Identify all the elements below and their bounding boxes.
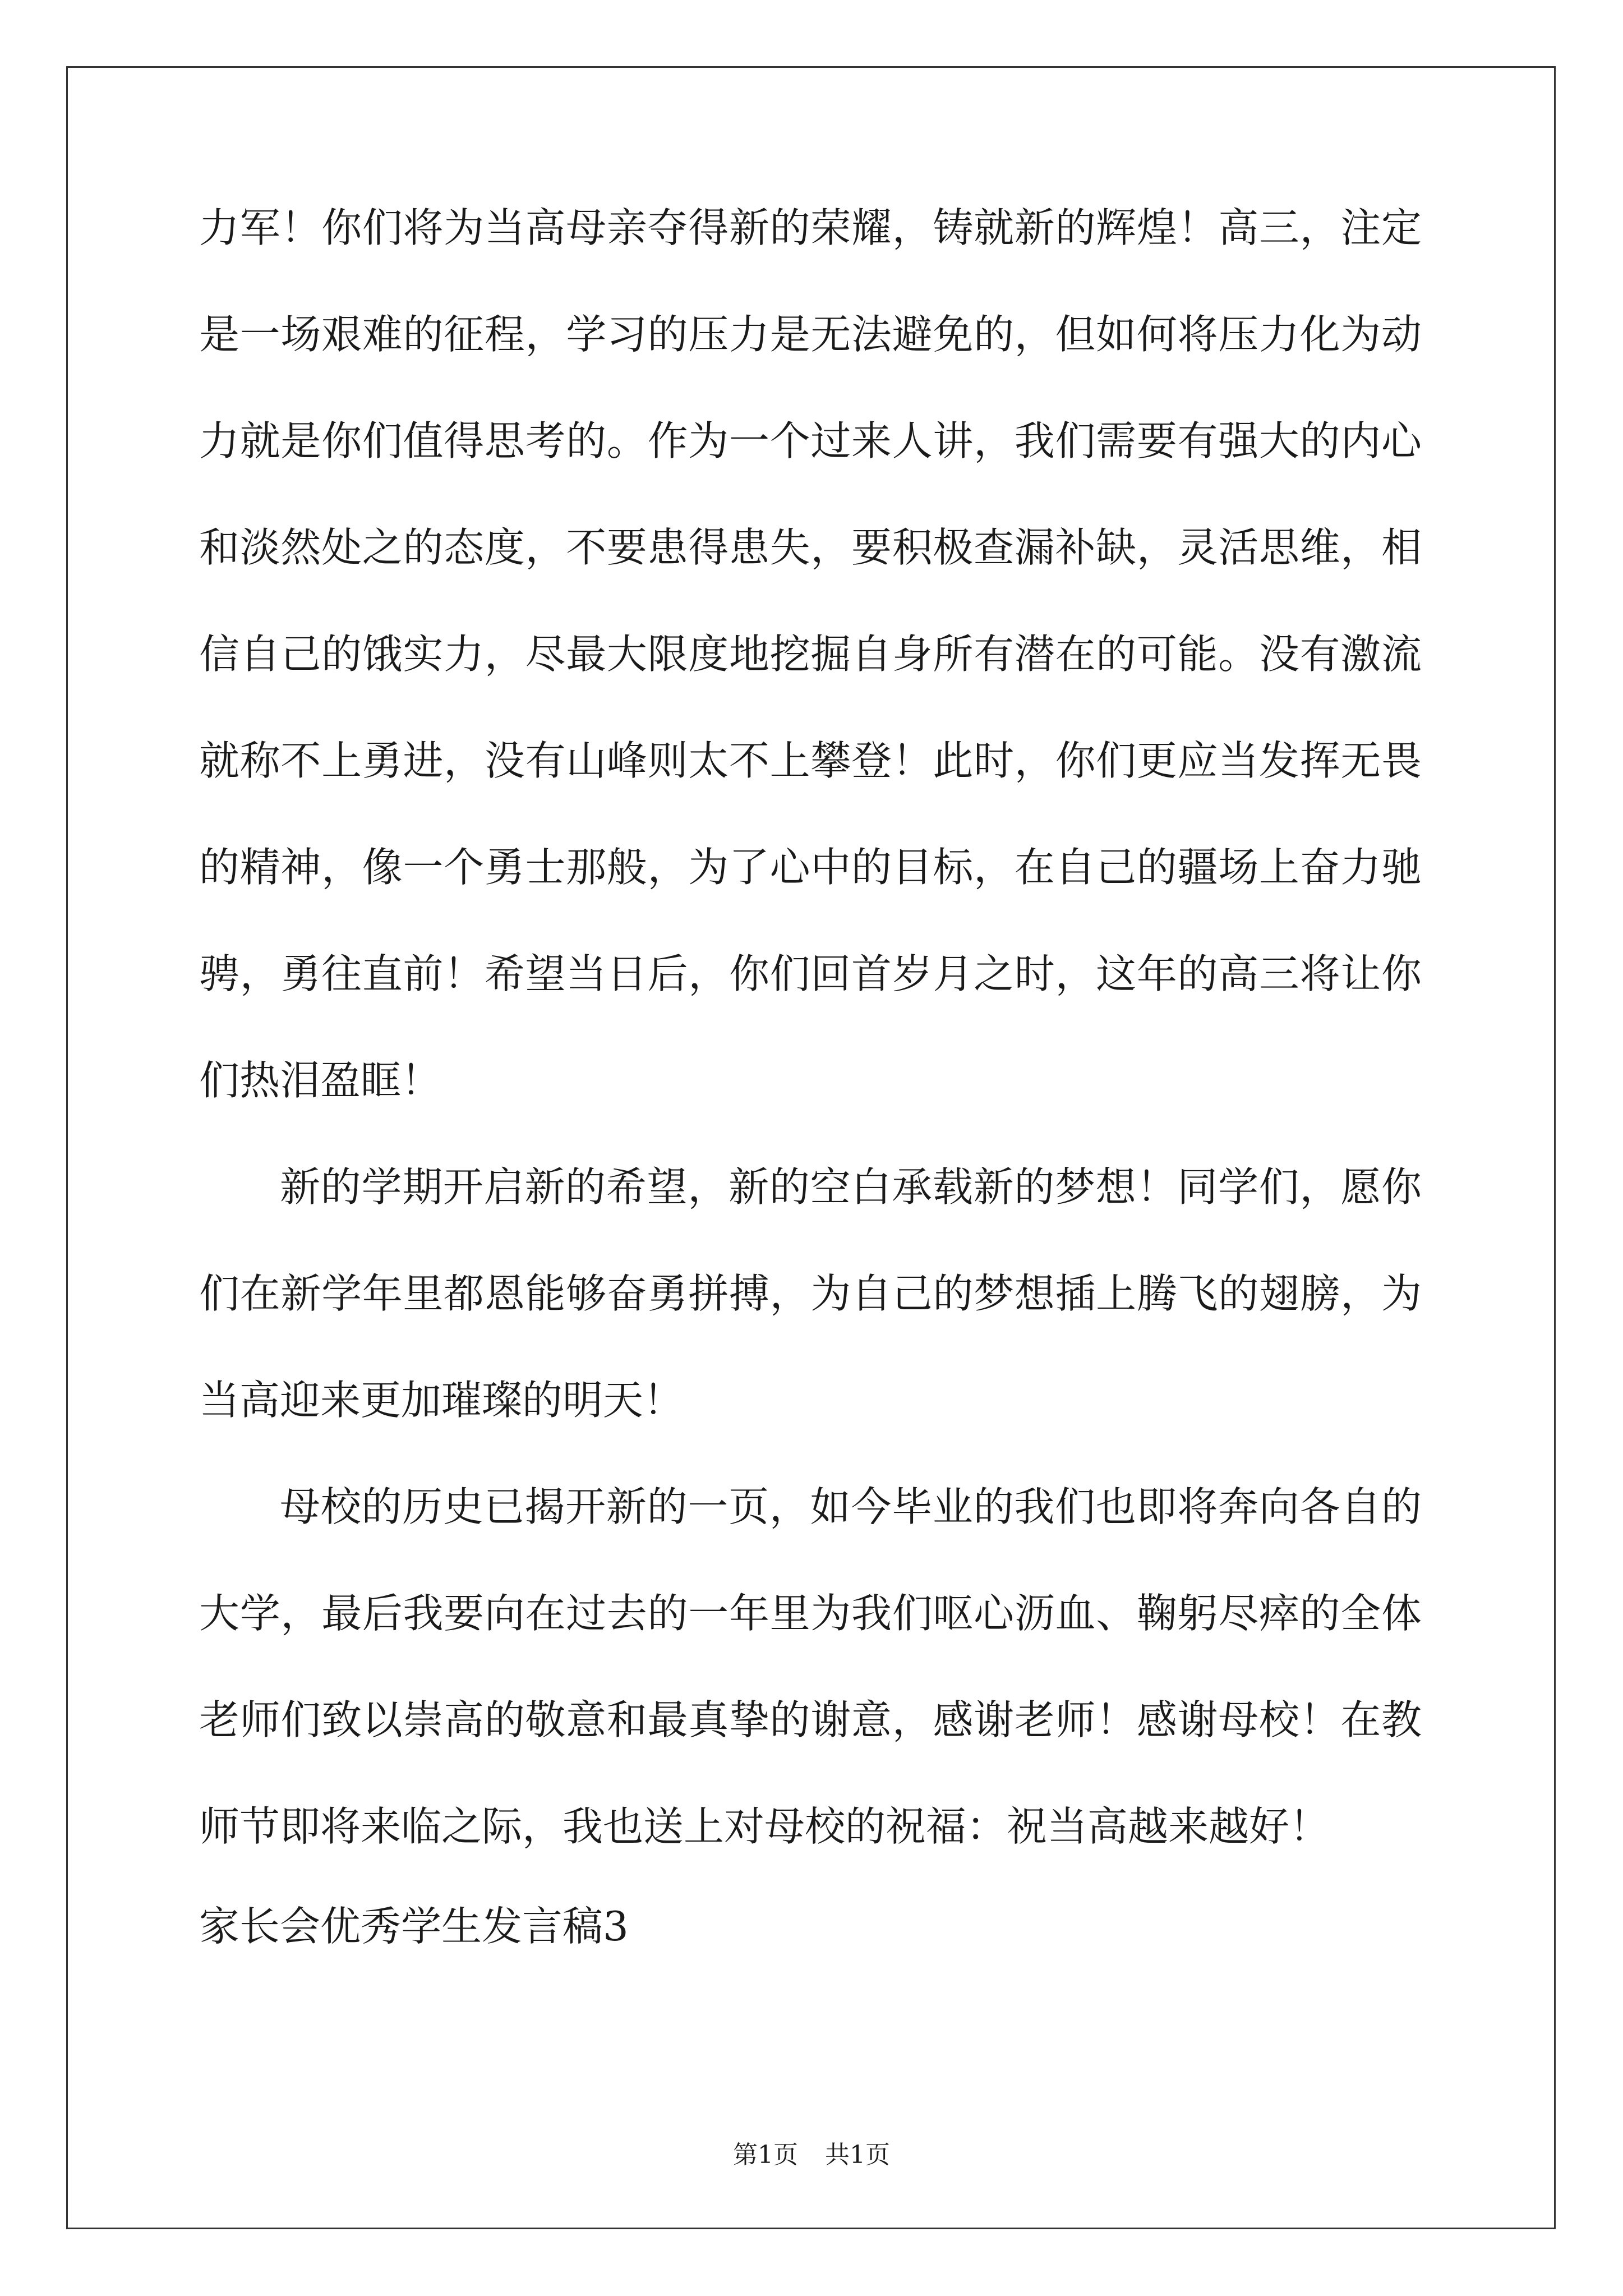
text-line: 力军！你们将为当高母亲夺得新的荣耀，铸就新的辉煌！高三，注定 (199, 204, 1422, 251)
text-line: 们在新学年里都恩能够奋勇拼搏，为自己的梦想插上腾飞的翅膀，为 (199, 1270, 1422, 1317)
text-line: 老师们致以崇高的敬意和最真挚的谢意，感谢老师！感谢母校！在教 (199, 1696, 1422, 1743)
page-number-total: 共1页 (825, 2141, 890, 2169)
text-line: 们热泪盈眶！ (199, 1057, 442, 1104)
body-text (199, 204, 1422, 1913)
page-footer (0, 2143, 1623, 2168)
text-line: 力就是你们值得思考的。作为一个过来人讲，我们需要有强大的内心 (199, 417, 1422, 464)
text-line: 的精神，像一个勇士那般，为了心中的目标，在自己的疆场上奋力驰 (199, 844, 1422, 891)
page-number-current: 第1页 (733, 2141, 798, 2169)
text-line: 师节即将来临之际，我也送上对母校的祝福：祝当高越来越好！ (199, 1803, 1330, 1850)
text-line: 信自己的饿实力，尽最大限度地挖掘自身所有潜在的可能。没有激流 (199, 631, 1422, 678)
text-line: 当高迎来更加璀璨的明天！ (199, 1377, 684, 1424)
text-line: 新的学期开启新的希望，新的空白承载新的梦想！同学们，愿你 (280, 1163, 1422, 1211)
text-line: 和淡然处之的态度，不要患得患失，要积极查漏补缺，灵活思维，相 (199, 524, 1422, 571)
text-line: 大学，最后我要向在过去的一年里为我们呕心沥血、鞠躬尽瘁的全体 (199, 1590, 1422, 1637)
text-line: 就称不上勇进，没有山峰则太不上攀登！此时，你们更应当发挥无畏 (199, 737, 1422, 784)
text-line: 骋，勇往直前！希望当日后，你们回首岁月之时，这年的高三将让你 (199, 950, 1422, 997)
text-line: 是一场艰难的征程，学习的压力是无法避免的，但如何将压力化为动 (199, 311, 1422, 358)
text-line: 母校的历史已揭开新的一页，如今毕业的我们也即将奔向各自的 (280, 1483, 1422, 1530)
section-heading: 家长会优秀学生发言稿3 (199, 1903, 629, 1950)
